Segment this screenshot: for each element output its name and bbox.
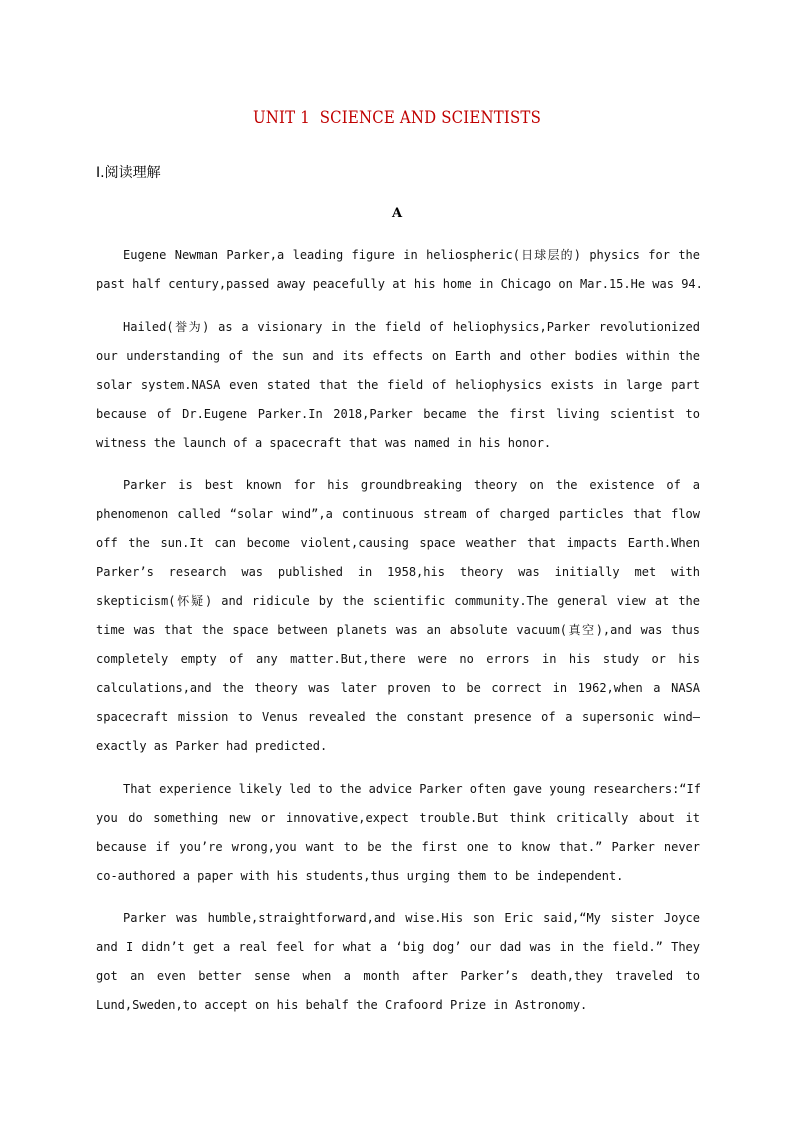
text-line: solar system.NASA even stated that the field of heliophysics exists in large part: [96, 377, 700, 392]
text-line: phenomenon called “solar wind”,a continuous stream of charged particles that flow: [96, 507, 700, 521]
text-line: because of Dr.Eugene Parker.In 2018,Parker became the first living scientist to: [96, 406, 700, 421]
passage-body: [96, 241, 703, 1034]
text-line: got an even better sense when a month after Parker’s death,they traveled to: [96, 969, 700, 983]
paragraph: [96, 313, 700, 458]
text-line: witness the launch of a spacecraft that was named in his honor.: [96, 435, 552, 450]
text-line: you do something new or innovative,expect trouble.But think critically about it: [96, 810, 700, 825]
text-line: time was that the space between planets was an absolute vacuum(真空),and was thus: [96, 623, 700, 637]
paragraph: [96, 904, 700, 1020]
text-line: That experience likely led to the advice Parker often gave young researchers:“If: [123, 781, 701, 796]
text-line: co-authored a paper with his students,thus urging them to be independent.: [96, 868, 624, 883]
text-line: spacecraft mission to Venus revealed the constant presence of a supersonic wind—: [96, 710, 700, 724]
text-line: past half century,passed away peacefully at his home in Chicago on Mar.15.He was 94.: [96, 277, 703, 291]
passage-label: A: [391, 206, 403, 221]
paragraph: [96, 241, 703, 299]
unit-title: UNIT 1 SCIENCE AND SCIENTISTS: [252, 108, 542, 128]
text-line: Hailed(誉为) as a visionary in the field of heliophysics,Parker revolutionized: [123, 319, 700, 334]
text-line: because if you’re wrong,you want to be the first one to know that.” Parker never: [96, 839, 700, 854]
text-line: skepticism(怀疑) and ridicule by the scientific community.The general view at the: [96, 594, 700, 608]
text-line: Parker is best known for his groundbreaking theory on the existence of a: [123, 478, 700, 492]
text-line: our understanding of the sun and its effects on Earth and other bodies within the: [96, 348, 700, 363]
text-line: Eugene Newman Parker,a leading figure in heliospheric(日球层的) physics for the: [123, 248, 700, 262]
text-line: Parker was humble,straightforward,and wise.His son Eric said,“My sister Joyce: [123, 911, 700, 925]
text-line: off the sun.It can become violent,causing space weather that impacts Earth.When: [96, 536, 700, 550]
text-line: Parker’s research was published in 1958,his theory was initially met with: [96, 565, 700, 579]
section-heading: Ⅰ.阅读理解: [96, 165, 161, 181]
text-line: and I didn’t get a real feel for what a ‘big dog’ our dad was in the field.” They: [96, 940, 700, 954]
paragraph: [96, 775, 700, 891]
text-line: exactly as Parker had predicted.: [96, 739, 328, 753]
paragraph: [96, 471, 700, 761]
text-line: Lund,Sweden,to accept on his behalf the Crafoord Prize in Astronomy.: [96, 998, 588, 1012]
text-line: calculations,and the theory was later proven to be correct in 1962,when a NASA: [96, 681, 700, 695]
text-line: completely empty of any matter.But,there were no errors in his study or his: [96, 652, 700, 666]
